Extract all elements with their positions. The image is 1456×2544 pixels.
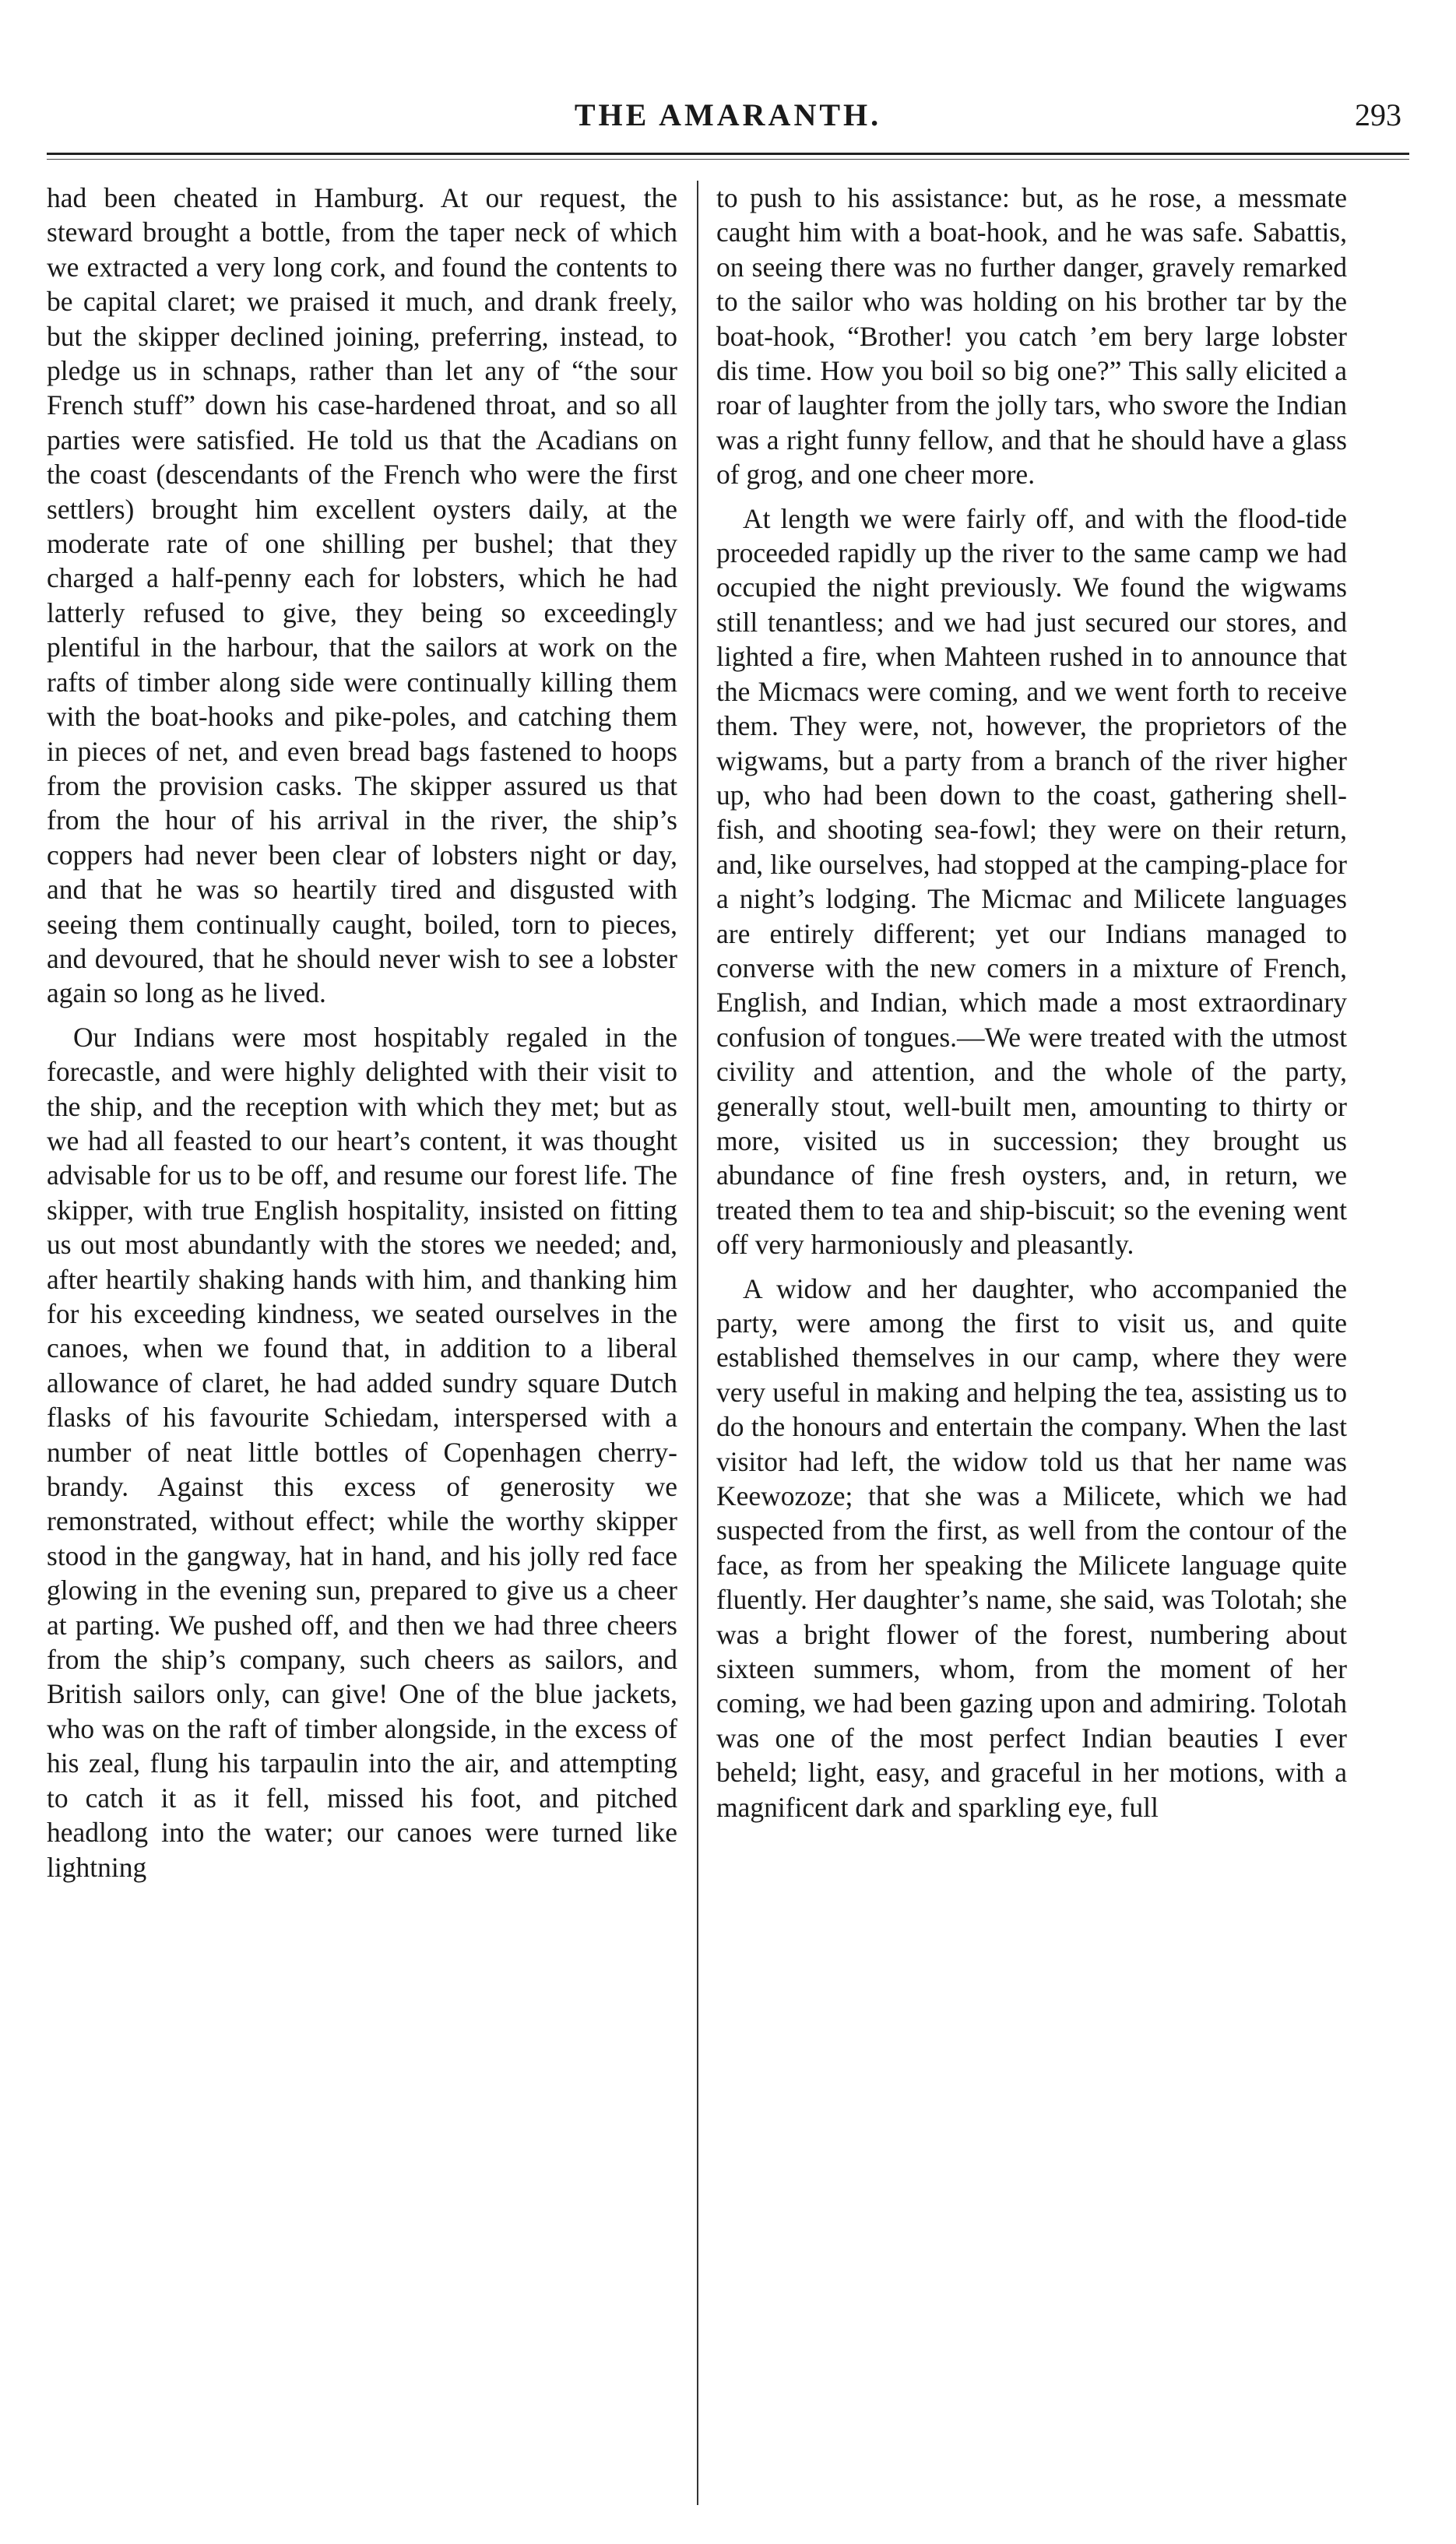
header-rule-thin (47, 159, 1409, 160)
paragraph: had been cheated in Hamburg. At our request, the steward brought a bottle, from the taper neck of which we extracted a very long cork, and found the contents to be capital claret; we praised it much, and drank freely, but the skipper declined joining, preferring, instead, to pledge us in schnaps, rather than let any of “the sour French stuff” down his case-hardened throat, and so all parties were satisfied. He told us that the Acadians on the coast (descendants of the French who were the first settlers) brought him excellent oysters daily, at the moderate rate of one shilling per bushel; that they charged a half-penny each for lobsters, which he had latterly refused to give, they being so exceedingly plentiful in the harbour, that the sailors at work on the rafts of timber along side were continually killing them with the boat-hooks and pike-poles, and catching them in pieces of net, and even bread bags fastened to hoops from the provision casks. The skipper assured us that from the hour of his arrival in the river, the ship’s coppers had never been clear of lobsters night or day, and that he was so heartily tired and disgusted with seeing them continually caught, boiled, torn to pieces, and devoured, that he should never wish to see a lobster again so long as he lived. (47, 182, 677, 1009)
paragraph: At length we were fairly off, and with the flood-tide proceeded rapidly up the river to the same camp we had occupied the night previously. We found the wigwams still tenantless; and we had just secured our stores, and lighted a fire, when Mahteen rushed in to announce that the Micmacs were coming, and we went forth to receive them. They were, not, however, the proprietors of the wigwams, but a party from a branch of the river higher up, who had been down to the coast, gathering shell-fish, and shooting sea-fowl; they were on their return, and, like ourselves, had stopped at the camping-place for a night’s lodging. The Micmac and Milicete languages are entirely different; yet our Indians managed to converse with the new comers in a mixture of French, English, and Indian, which made a most extraordinary confusion of tongues.—We were treated with the utmost civility and attention, and the whole of the party, generally stout, well-built men, amounting to thirty or more, visited us in succession; they brought us abundance of fine fresh oysters, and, in return, we treated them to tea and ship-biscuit; so the evening went off very harmoniously and pleasantly. (716, 502, 1347, 1261)
paragraph: to push to his assistance: but, as he rose, a messmate caught him with a boat-hook, and he was safe. Sabattis, on seeing there was no further danger, gravely remarked to the sailor who was holding on his brother tar by the boat-hook, “Brother! you catch ’em bery large lobster dis time. How you boil so big one?” This sally elicited a roar of laughter from the jolly tars, who swore the Indian was a right funny fellow, and that he should have a glass of grog, and one cheer more. (716, 182, 1347, 491)
paragraph: Our Indians were most hospitably regaled in the forecastle, and were highly delighted with their visit to the ship, and the reception with which they met; but as we had all feasted to our heart’s content, it was thought advisable for us to be off, and resume our forest life. The skipper, with true English hospitality, insisted on fitting us out most abundantly with the stores we needed; and, after heartily shaking hands with him, and thanking him for his exceeding kindness, we seated ourselves in the canoes, when we found that, in addition to a liberal allowance of claret, he had added sundry square Dutch flasks of his favourite Schiedam, interspersed with a number of neat little bottles of Copenhagen cherry-brandy. Against this excess of generosity we remonstrated, without effect; while the worthy skipper stood in the gangway, hat in hand, and his jolly red face glowing in the evening sun, prepared to give us a cheer at parting. We pushed off, and then we had three cheers from the ship’s company, such cheers as sailors, and British sailors only, can give! One of the blue jackets, who was on the raft of timber alongside, in the excess of his zeal, flung his tarpaulin into the air, and attempting to catch it as it fell, missed his foot, and pitched headlong into the water; our canoes were turned like lightning (47, 1021, 677, 1883)
column-divider (697, 181, 698, 2505)
header-rule (47, 153, 1409, 155)
page-number: 293 (1355, 97, 1401, 132)
running-title: THE AMARANTH. (574, 97, 882, 132)
right-column (716, 181, 1347, 2509)
paragraph: A widow and her daughter, who accompanied the party, were among the first to visit us, and quite established themselves in our camp, where they were very useful in making and helping the tea, assisting us to do the honours and entertain the company. When the last visitor had left, the widow told us that her name was Keewozoze; that she was a Milicete, which we had suspected from the first, as well from the contour of the face, as from her speaking the Milicete language quite fluently. Her daughter’s name, she said, was Tolotah; she was a bright flower of the forest, numbering about sixteen summers, whom, from the moment of her coming, we had been gazing upon and admiring. Tolotah was one of the most perfect Indian beauties I ever beheld; light, easy, and graceful in her motions, with a magnificent dark and sparkling eye, full (716, 1272, 1347, 1823)
left-column (47, 181, 677, 2509)
page-header (47, 92, 1409, 146)
